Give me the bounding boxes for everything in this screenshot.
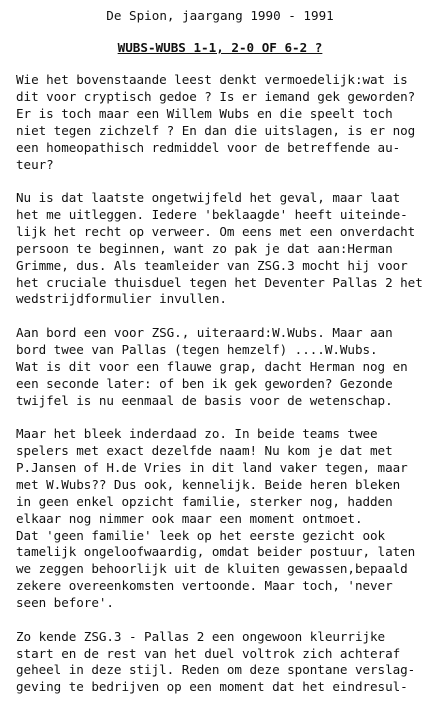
text-line: twijfel is nu eenmaal de basis voor de wetenschap.: [16, 392, 393, 408]
text-line: een seconde later: of ben ik gek geworden? Gezonde: [16, 375, 393, 391]
text-line: lijk het recht op verweer. Om eens met een onverdacht: [16, 223, 416, 239]
text-line: met W.Wubs?? Dus ook, kennelijk. Beide heren bleken: [16, 476, 401, 492]
paragraph-3: [16, 325, 440, 410]
article-body: [16, 72, 440, 713]
text-line: het cruciale thuisduel tegen het Deventer Pallas 2 het: [16, 274, 423, 290]
text-line: we zeggen behoorlijk uit de kluiten gewassen,bepaald: [16, 561, 408, 577]
text-line: Grimme, dus. Als teamleider van ZSG.3 mocht hij voor: [16, 257, 408, 273]
text-line: start en de rest van het duel voltrok zich achteraf: [16, 645, 401, 661]
text-line: tamelijk ongeloofwaardig, omdat beider postuur, laten: [16, 544, 416, 560]
text-line: in geen enkel opzicht familie, sterker nog, hadden: [16, 493, 393, 509]
text-line: wedstrijdformulier invullen.: [16, 291, 227, 307]
text-line: bord twee van Pallas (tegen hemzelf) ....W.Wubs.: [16, 341, 378, 357]
text-line: persoon te beginnen, want zo pak je dat aan:Herman: [16, 240, 393, 256]
paragraph-4: [16, 426, 440, 612]
text-line: een homeopathisch redmiddel voor de betreffende au-: [16, 139, 401, 155]
text-line: Zo kende ZSG.3 - Pallas 2 een ongewoon kleurrijke: [16, 628, 386, 644]
text-line: spelers met exact dezelfde naam! Nu kom je dat met: [16, 443, 393, 458]
text-line: niet tegen zichzelf ? En dan die uitslagen, is er nog: [16, 122, 416, 138]
text-line: elkaar nog nimmer ook maar een moment ontmoet.: [16, 510, 363, 526]
text-line: het me uitleggen. Iedere 'beklaagde' heeft uiteinde-: [16, 206, 408, 222]
text-line: Maar het bleek inderdaad zo. In beide teams twee: [16, 426, 378, 442]
paragraph-2: [16, 190, 440, 308]
text-line: Dat 'geen familie' leek op het eerste gezicht ook: [16, 527, 386, 543]
paragraph-1: [16, 72, 440, 173]
article-title: WUBS-WUBS 1-1, 2-0 OF 6-2 ?: [117, 40, 323, 55]
text-line: geheel in deze stijl. Reden om deze spontane verslag-: [16, 662, 416, 678]
text-line: teur?: [16, 156, 54, 172]
text-line: geving te bedrijven op een moment dat het eindresul-: [16, 679, 408, 695]
text-line: Er is toch maar een Willem Wubs en die speelt toch: [16, 105, 393, 121]
text-line: P.Jansen of H.de Vries in dit land vaker tegen, maar: [16, 459, 408, 475]
paragraph-5: [16, 629, 440, 697]
text-line: dit voor cryptisch gedoe ? Is er iemand gek geworden?: [16, 88, 416, 104]
text-line: Nu is dat laatste ongetwijfeld het geval, maar laat: [16, 190, 401, 206]
text-line: Wie het bovenstaande leest denkt vermoedelijk:wat is: [16, 72, 408, 87]
text-line: zekere overeenkomsten vertoonde. Maar toch, 'never: [16, 578, 393, 594]
text-line: seen before'.: [16, 595, 114, 611]
text-line: Aan bord een voor ZSG., uiteraard:W.Wubs. Maar aan: [16, 324, 393, 340]
text-line: Wat is dit voor een flauwe grap, dacht Herman nog en: [16, 358, 408, 374]
page-header: De Spion, jaargang 1990 - 1991: [106, 8, 334, 23]
